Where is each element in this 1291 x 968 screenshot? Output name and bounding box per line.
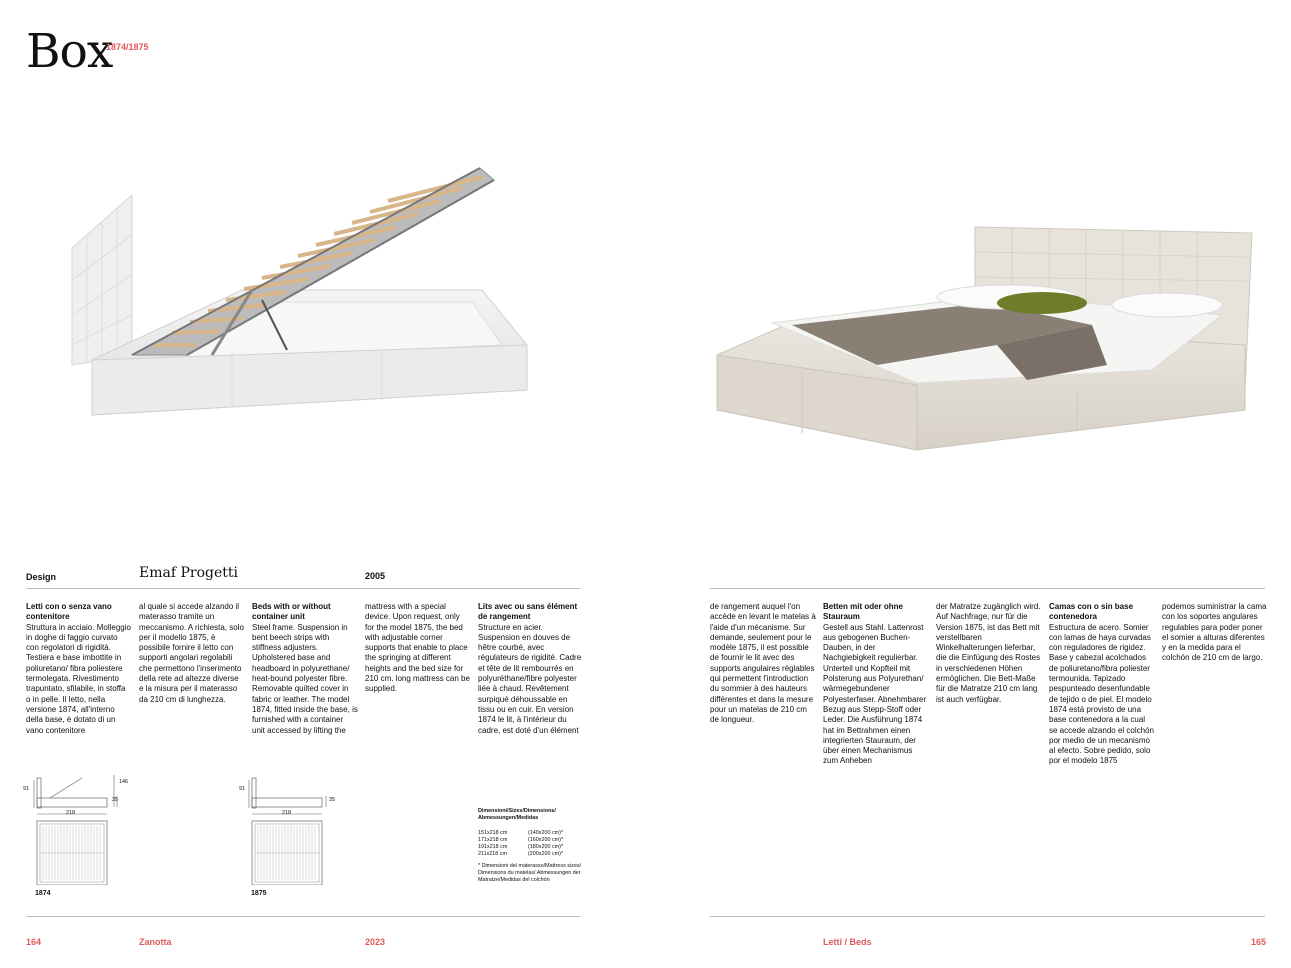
page-number-right: 165 — [1251, 937, 1267, 947]
designer-name: Emaf Progetti — [139, 565, 238, 581]
body-en: Steel frame. Suspension in bent beech strips with stiffness adjusters. Upholstered base and headboard in polyurethane/ heat-bound polyester fibre. Removable quilted cover in fabric or leather. The model 1874, fitted inside the base, is furnished with a container unit accessed by lifting the — [252, 622, 358, 735]
body-it: Struttura in acciaio. Molleggio in doghe di faggio curvato con regolatori di rigidità. Testiera e base imbottite in poliuretano/ fibra poliestere termolegata. Rivestimento trapuntato, sfilabile, in stoffa o in pelle. Il letto, nella versione 1874, all'interno della base, è dotato di un vano contenitore — [26, 622, 131, 735]
dimensions-note: * Dimensioni del materasso/Mattress sizes/ Dimensions du matelas/ Abmessungen der Matratze/Medidas del colchón — [478, 863, 582, 883]
body-it-cont: al quale si accede alzando il materasso tramite un meccanismo. A richiesta, solo per il modello 1875, è possibile fornire il letto con supporti angolari regolabili che permettono l'inserimento della rete ad altezze diverse e la misura per il materasso da 210 cm di lunghezza. — [139, 602, 244, 704]
page-title: Box — [26, 24, 113, 79]
text-column-es — [1049, 602, 1155, 767]
text-column-en — [252, 602, 358, 736]
heading-es: Camas con o sin base contenedora — [1049, 602, 1134, 622]
text-column-de — [823, 602, 929, 767]
body-fr: Structure en acier. Suspension en douves de hêtre courbé, avec régulateurs de rigidité. Cadre et tête de lit rembourrés en polyuréthane/fibre polyester liée à chaud. Revêtement surpiqué déhoussable en tissu ou en cuir. En version 1874 le lit, à l'intérieur du cadre, est doté d'un élément — [478, 622, 582, 735]
text-column-en-cont — [365, 602, 471, 695]
heading-fr: Lits avec ou sans élément de rangement — [478, 602, 578, 622]
design-year: 2005 — [365, 571, 386, 581]
dim-height-label: 91 — [23, 786, 29, 792]
body-en-cont: mattress with a special device. Upon request, only for the model 1875, the bed with adjustable corner supports that enable to place the springing at different heights and the bed size for 210 cm. long mattress can be supplied. — [365, 602, 470, 694]
body-es-cont: podemos suministrar la cama con los soportes angulares regulables para poder poner el somier a alturas diferentes y en la medida para el colchón de 210 cm de largo. — [1162, 602, 1267, 663]
divider-bottom-left — [26, 916, 580, 917]
dim-height-label: 91 — [239, 786, 245, 792]
drawing-model-label: 1874 — [35, 890, 51, 897]
design-label: Design — [26, 572, 57, 582]
body-de: Gestell aus Stahl. Lattenrost aus gebogenen Buchen- Dauben, in der Nachgiebigkeit regulierbar. Unterteil und Kopfteil mit Polsterung aus Polyurethan/ wärmegebundener Polyesterfaser. Abnehmbarer Bezug aus Stepp-Stoff oder Leder. Die Ausführung 1874 hat im Bettrahmen einen integrierten Stauraum, der über einen Mechanismus zum Anheben — [823, 622, 927, 766]
dimension-row: 191x218 cm (180x200 cm)* — [478, 844, 564, 850]
divider-top-right — [710, 588, 1265, 589]
text-column-de-cont — [936, 602, 1042, 705]
dimensions-block — [478, 808, 583, 884]
divider-top-left — [26, 588, 580, 589]
divider-bottom-right — [710, 916, 1265, 917]
text-column-fr-cont — [710, 602, 816, 726]
text-column-it — [26, 602, 132, 736]
dim-total-label: 146 — [119, 779, 128, 785]
body-es: Estructura de acero. Somier con lamas de haya curvadas con reguladores de rigidez. Base y cabezal acolchados de poliuretano/fibra poliester termounida. Tapizado pespunteado desenfundable de tejido o de piel. El modelo 1874 está provisto de una base contenedora a la cual se accede alzando el colchón por medio de un mecanismo al efecto. Sobre pedido, solo por el modelo 1875 — [1049, 622, 1154, 766]
heading-de: Betten mit oder ohne Stauraum — [823, 602, 904, 622]
technical-drawing-1874 — [20, 770, 140, 900]
bed-photo-made — [697, 205, 1279, 460]
dimension-row: 171x218 cm (160x200 cm)* — [478, 837, 564, 843]
heading-en: Beds with or without container unit — [252, 602, 331, 622]
model-code: 1874/1875 — [106, 42, 149, 52]
dimensions-heading: Dimensioni/Sizes/Dimensions/ Abmessungen/Medidas — [478, 808, 556, 821]
text-column-es-cont — [1162, 602, 1268, 664]
bed-photo-open — [62, 150, 540, 435]
dim-width-label: 218 — [66, 810, 75, 816]
page-number-left: 164 — [26, 937, 42, 947]
technical-drawing-1875 — [236, 770, 356, 900]
text-column-it-cont — [139, 602, 245, 705]
dimension-row: 211x218 cm (200x200 cm)* — [478, 851, 564, 857]
dim-base-label: 35 — [329, 797, 335, 803]
body-fr-cont: de rangement auquel l'on accède en levant le matelas à l'aide d'un mécanisme. Sur demande, seulement pour le modèle 1875, il est possible de fournir le lit avec des supports angulaires réglables qui permettent l'introduction du sommier à des hauteurs différentes et dans la mesure pour un matelas de 210 cm de longueur. — [710, 602, 816, 725]
dim-width-label: 218 — [282, 810, 291, 816]
body-de-cont: der Matratze zugänglich wird. Auf Nachfrage, nur für die Version 1875, ist das Bett mit verstellbaren Winkelhalterungen lieferbar, die die Einfügung des Rostes in verschiedenen Höhen ermöglichen. Die Bett-Maße für die Matratze 210 cm lang ist auch verfügbar. — [936, 602, 1041, 704]
brand-name: Zanotta — [139, 937, 172, 947]
drawing-model-label: 1875 — [251, 890, 267, 897]
dim-base-label: 35 — [112, 797, 118, 803]
category-label: Letti / Beds — [823, 937, 872, 947]
text-column-fr — [478, 602, 584, 736]
heading-it: Letti con o senza vano contenitore — [26, 602, 112, 622]
catalog-year: 2023 — [365, 937, 386, 947]
dimension-row: 151x218 cm (140x200 cm)* — [478, 830, 564, 836]
